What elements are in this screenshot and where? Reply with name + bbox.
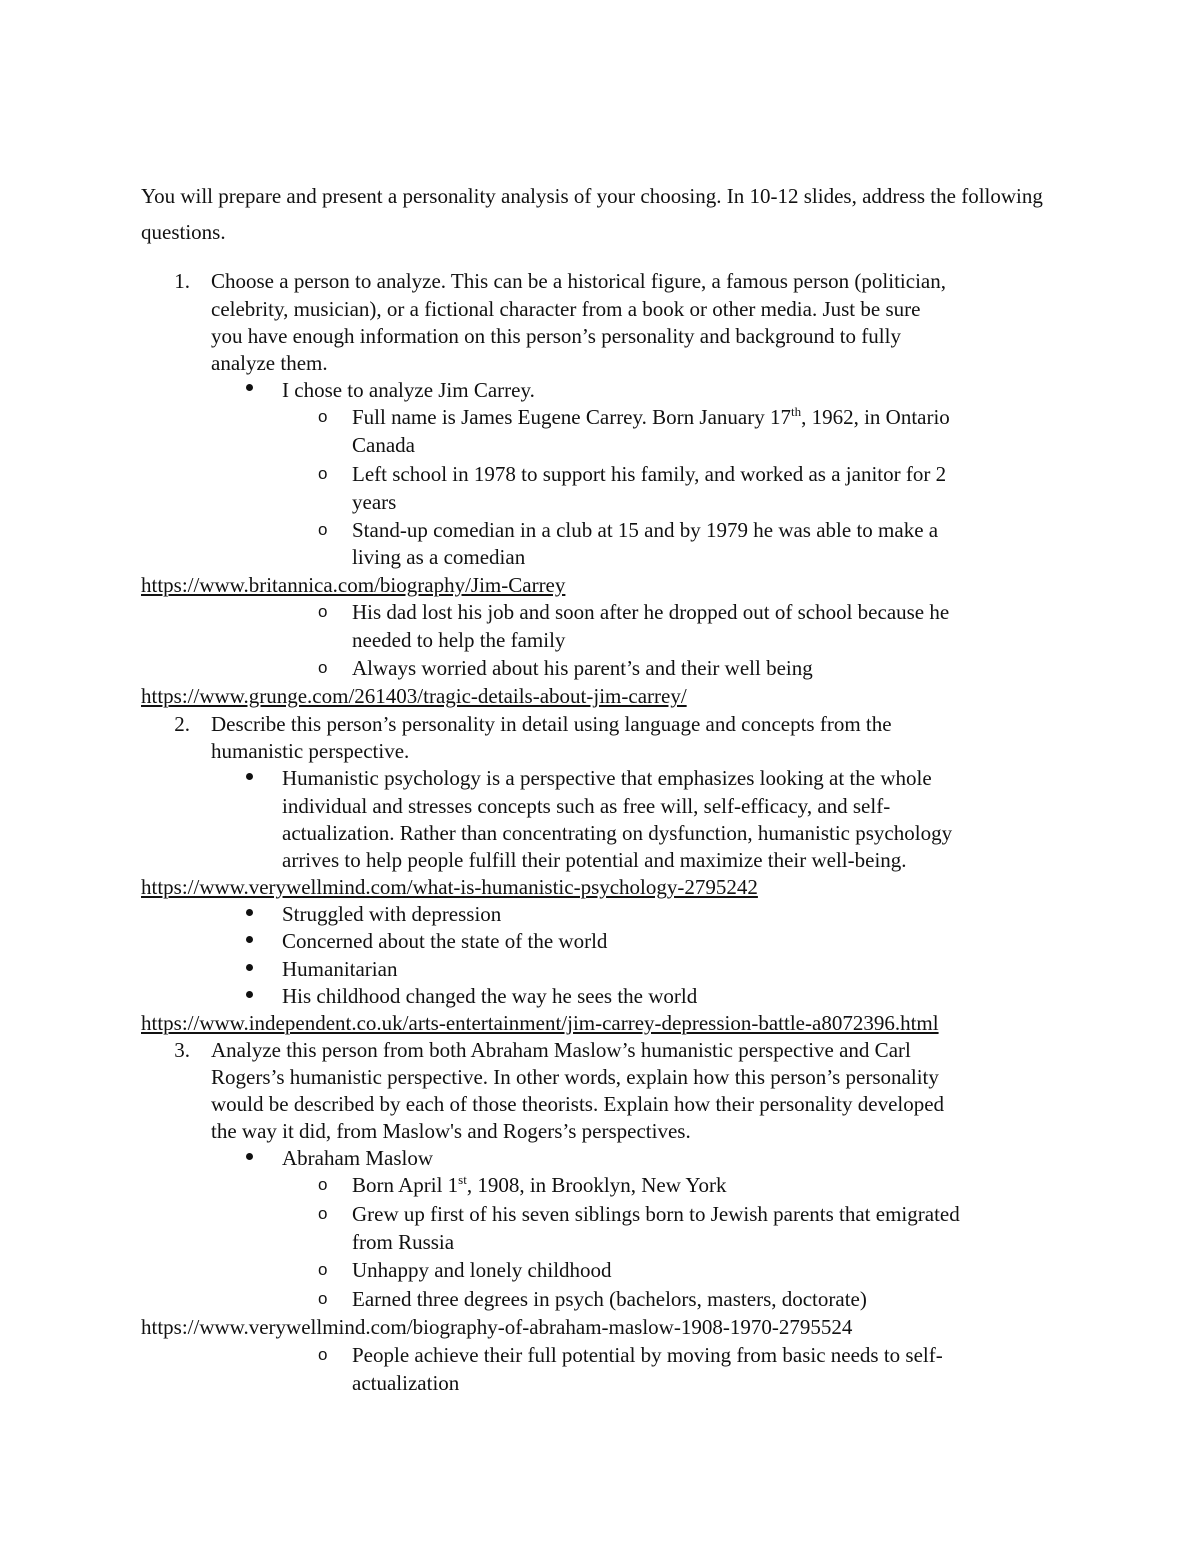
source-url-maslow: https://www.verywellmind.com/biography-of-abraham-maslow-1908-1970-2795524 bbox=[141, 1315, 853, 1339]
q1-sub-item: Left school in 1978 to support his family, and worked as a janitor for 2 bbox=[352, 462, 947, 486]
q3-sub-item-cont: actualization bbox=[352, 1371, 460, 1395]
bullet-icon bbox=[246, 964, 253, 971]
q1-bullet: I chose to analyze Jim Carrey. bbox=[282, 378, 535, 402]
q2-line: humanistic perspective. bbox=[211, 739, 410, 763]
q2-bullet: Struggled with depression bbox=[282, 902, 502, 926]
bullet-icon bbox=[246, 909, 253, 916]
q1-sub-item: Always worried about his parent’s and their well being bbox=[352, 656, 813, 680]
source-link-independent[interactable]: https://www.independent.co.uk/arts-entertainment/jim-carrey-depression-battle-a8072396.html bbox=[141, 1011, 939, 1035]
q2-bullet: Humanitarian bbox=[282, 957, 398, 981]
circle-bullet-icon: o bbox=[318, 520, 328, 539]
q3-sub-item: Born April 1st, 1908, in Brooklyn, New York bbox=[352, 1172, 727, 1197]
bullet-icon bbox=[246, 1153, 253, 1160]
q3-number: 3. bbox=[174, 1038, 190, 1062]
circle-bullet-icon: o bbox=[318, 464, 328, 483]
q1-sub-item: Full name is James Eugene Carrey. Born January 17th, 1962, in Ontario bbox=[352, 404, 950, 429]
q3-sub-item: Earned three degrees in psych (bachelors, masters, doctorate) bbox=[352, 1287, 867, 1311]
bullet-icon bbox=[246, 991, 253, 998]
circle-bullet-icon: o bbox=[318, 1260, 328, 1279]
q3-sub-item: Grew up first of his seven siblings born to Jewish parents that emigrated bbox=[352, 1202, 960, 1226]
q1-sub-item-cont: Canada bbox=[352, 433, 415, 457]
q2-bullet-cont: individual and stresses concepts such as free will, self-efficacy, and self- bbox=[282, 794, 891, 818]
q2-bullet: Concerned about the state of the world bbox=[282, 929, 608, 953]
source-link-grunge[interactable]: https://www.grunge.com/261403/tragic-details-about-jim-carrey/ bbox=[141, 684, 687, 708]
q1-line: analyze them. bbox=[211, 351, 328, 375]
q1-sub-item: His dad lost his job and soon after he dropped out of school because he bbox=[352, 600, 950, 624]
q3-line: the way it did, from Maslow's and Rogers’s perspectives. bbox=[211, 1119, 691, 1143]
circle-bullet-icon: o bbox=[318, 1289, 328, 1308]
q2-bullet: His childhood changed the way he sees the world bbox=[282, 984, 698, 1008]
q3-line: Rogers’s humanistic perspective. In other words, explain how this person’s personality bbox=[211, 1065, 939, 1089]
circle-bullet-icon: o bbox=[318, 407, 328, 426]
source-link-britannica[interactable]: https://www.britannica.com/biography/Jim-Carrey bbox=[141, 573, 566, 597]
q3-line: Analyze this person from both Abraham Maslow’s humanistic perspective and Carl bbox=[211, 1038, 911, 1062]
q3-bullet: Abraham Maslow bbox=[282, 1146, 434, 1170]
circle-bullet-icon: o bbox=[318, 602, 328, 621]
q1-line: you have enough information on this person’s personality and background to fully bbox=[211, 324, 901, 348]
bullet-icon bbox=[246, 773, 253, 780]
intro-paragraph: You will prepare and present a personality analysis of your choosing. In 10-12 slides, address the following questions. bbox=[141, 184, 1043, 244]
q3-line: would be described by each of those theorists. Explain how their personality developed bbox=[211, 1092, 945, 1116]
q1-sub-item-cont: needed to help the family bbox=[352, 628, 566, 652]
q3-sub-item-cont: from Russia bbox=[352, 1230, 455, 1254]
q1-sub-item-cont: years bbox=[352, 490, 397, 514]
circle-bullet-icon: o bbox=[318, 1345, 328, 1364]
q1-sub-item-cont: living as a comedian bbox=[352, 545, 526, 569]
bullet-icon bbox=[246, 384, 253, 391]
q2-bullet-cont: arrives to help people fulfill their potential and maximize their well-being. bbox=[282, 848, 907, 872]
source-link-verywellmind[interactable]: https://www.verywellmind.com/what-is-humanistic-psychology-2795242 bbox=[141, 875, 758, 899]
q2-bullet: Humanistic psychology is a perspective that emphasizes looking at the whole bbox=[282, 766, 932, 790]
bullet-icon bbox=[246, 936, 253, 943]
q1-line: Choose a person to analyze. This can be a historical figure, a famous person (politician, bbox=[211, 269, 946, 293]
circle-bullet-icon: o bbox=[318, 658, 328, 677]
q1-number: 1. bbox=[174, 269, 190, 293]
circle-bullet-icon: o bbox=[318, 1204, 328, 1223]
q2-line: Describe this person’s personality in detail using language and concepts from the bbox=[211, 712, 892, 736]
q1-sub-item: Stand-up comedian in a club at 15 and by 1979 he was able to make a bbox=[352, 518, 939, 542]
q3-sub-item: People achieve their full potential by moving from basic needs to self- bbox=[352, 1343, 943, 1367]
circle-bullet-icon: o bbox=[318, 1175, 328, 1194]
q1-line: celebrity, musician), or a fictional character from a book or other media. Just be sure bbox=[211, 297, 921, 321]
q2-bullet-cont: actualization. Rather than concentrating on dysfunction, humanistic psychology bbox=[282, 821, 953, 845]
q2-number: 2. bbox=[174, 712, 190, 736]
q3-sub-item: Unhappy and lonely childhood bbox=[352, 1258, 612, 1282]
